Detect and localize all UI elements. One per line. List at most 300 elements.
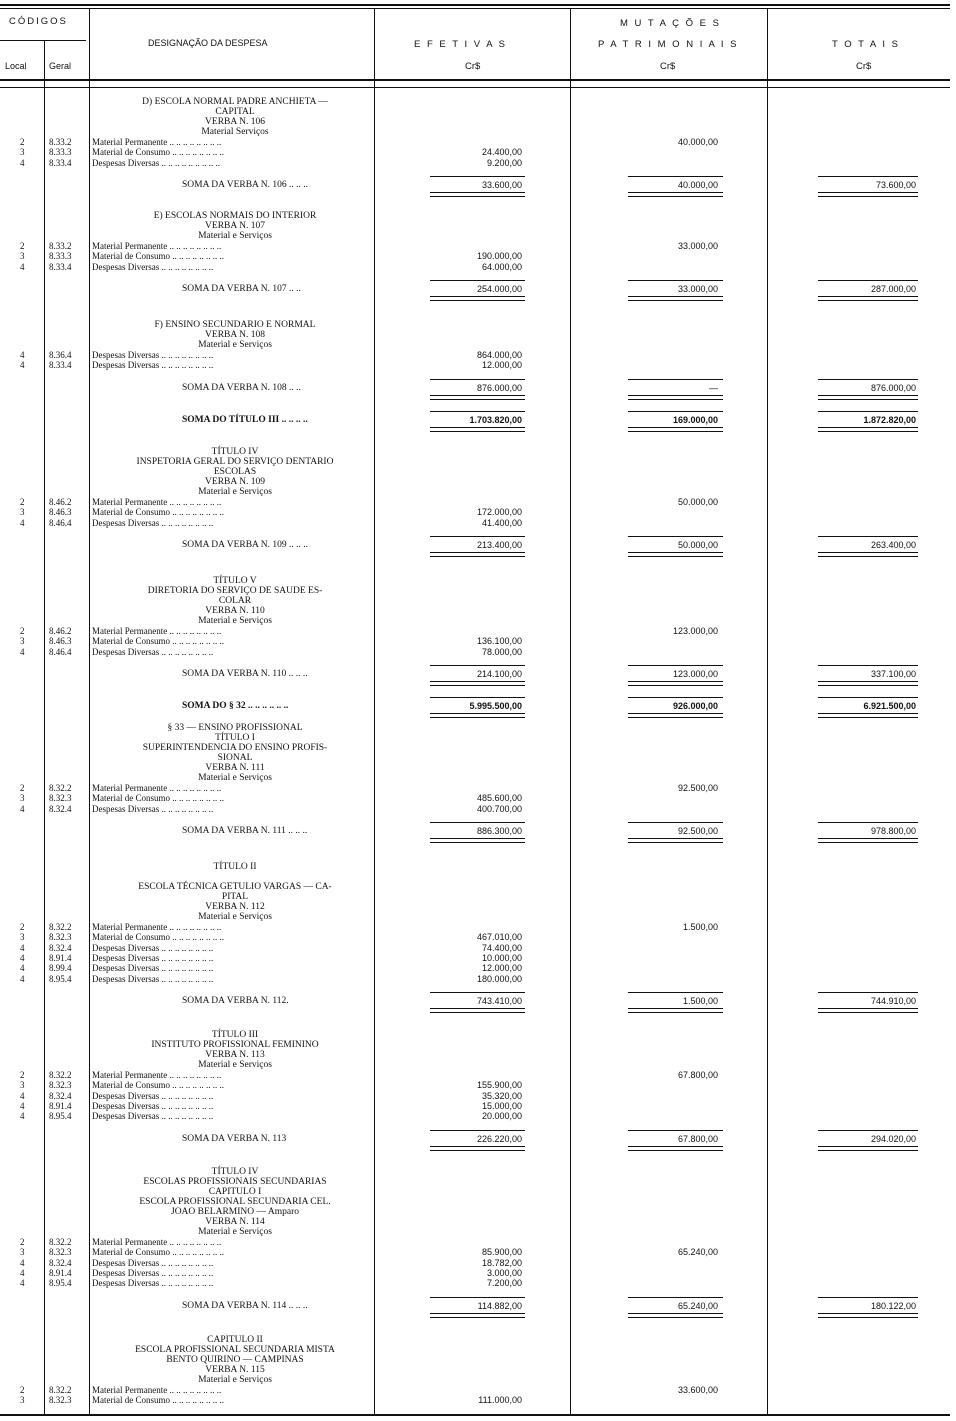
- geral-code: 8.46.3: [49, 636, 72, 647]
- expense-desc: Material de Consumo .. .. .. .. .. .. .. ..: [92, 793, 224, 804]
- section-heading: PITAL: [221, 892, 249, 902]
- efetivas-value: 155.900,00: [476, 1080, 522, 1091]
- soma-rule: [628, 1130, 723, 1131]
- top-rule-thin: [0, 8, 950, 9]
- geral-code: 8.33.4: [49, 261, 72, 272]
- local-code: 4: [20, 360, 25, 371]
- local-code: 3: [20, 793, 25, 804]
- section-heading: VERBA N. 106: [205, 117, 265, 127]
- local-code: 4: [20, 952, 25, 963]
- local-code: 4: [20, 350, 25, 360]
- efetivas-value: 180.000,00: [476, 973, 522, 984]
- geral-col-rule: [89, 8, 90, 1416]
- efetivas-value: 3.000,00: [486, 1267, 522, 1278]
- soma-rule: [628, 296, 723, 297]
- efetivas-value: 467.010,00: [476, 932, 522, 943]
- soma-rule: [430, 842, 525, 843]
- soma-rule: [818, 665, 918, 666]
- section-heading: JOAO BELARMINO — Amparo: [171, 1207, 299, 1217]
- geral-code: 8.33.4: [49, 360, 72, 371]
- expense-desc: Despesas Diversas .. .. .. .. .. .. .. ..: [92, 360, 214, 371]
- soma-rule: [430, 300, 525, 301]
- geral-code: 8.32.4: [49, 942, 72, 953]
- mutacoes-value: 50.000,00: [677, 497, 718, 507]
- soma-rule: [430, 822, 525, 823]
- section-heading: CAPITAL: [215, 107, 255, 117]
- local-code: 2: [20, 241, 25, 251]
- local-code: 2: [20, 922, 25, 932]
- soma-totais: 744.910,00: [870, 995, 916, 1006]
- section-heading: D) ESCOLA NORMAL PADRE ANCHIETA —: [142, 97, 328, 107]
- soma-rule: [818, 717, 918, 718]
- mutacoes-header: M U T A Ç Õ E S: [620, 18, 721, 29]
- soma-rule: [818, 427, 918, 428]
- local-code: 4: [20, 1278, 25, 1289]
- soma-rule: [628, 427, 723, 428]
- soma-rule: [430, 427, 525, 428]
- geral-code: 8.95.4: [49, 1278, 72, 1289]
- soma-label: SOMA DA VERBA N. 112.: [182, 995, 289, 1006]
- local-code: 4: [20, 1090, 25, 1101]
- geral-code: 8.33.4: [49, 157, 72, 168]
- section-heading: E) ESCOLAS NORMAIS DO INTERIOR: [153, 211, 317, 221]
- soma-mutacoes: 40.000,00: [677, 179, 718, 190]
- codigos-header: CÓDIGOS: [9, 16, 68, 27]
- soma-rule: [430, 431, 525, 432]
- expense-desc: Material Permanente .. .. .. .. .. .. .. ..: [92, 1385, 222, 1395]
- soma-rule: [430, 176, 525, 177]
- soma-rule: [628, 431, 723, 432]
- soma-rule: [818, 395, 918, 396]
- efetivas-value: 9.200,00: [486, 157, 522, 168]
- soma-rule: [628, 196, 723, 197]
- soma-rule: [628, 399, 723, 400]
- expense-desc: Material de Consumo .. .. .. .. .. .. .. ..: [92, 1395, 224, 1406]
- mutacoes-value: 65.240,00: [677, 1247, 718, 1258]
- efetivas-value: 864.000,00: [476, 350, 522, 360]
- soma-rule: [430, 552, 525, 553]
- efetivas-value: 190.000,00: [476, 251, 522, 262]
- section-heading: BENTO QUIRINO — CAMPINAS: [166, 1355, 304, 1365]
- soma-rule: [628, 1012, 723, 1013]
- mutacoes-col-rule: [767, 8, 768, 1416]
- soma-rule: [628, 842, 723, 843]
- soma-label: SOMA DA VERBA N. 113: [182, 1133, 287, 1144]
- expense-desc: Despesas Diversas .. .. .. .. .. .. .. ..: [92, 973, 214, 984]
- section-heading: SIONAL: [217, 753, 253, 763]
- soma-rule: [818, 379, 918, 380]
- local-code: 4: [20, 646, 25, 657]
- mutacoes-value: 123.000,00: [672, 626, 718, 636]
- geral-code: 8.46.3: [49, 507, 72, 518]
- soma-rule: [628, 536, 723, 537]
- efetivas-value: 10.000,00: [481, 952, 522, 963]
- expense-desc: Despesas Diversas .. .. .. .. .. .. .. ..: [92, 963, 214, 974]
- soma-rule: [818, 280, 918, 281]
- local-code: 4: [20, 942, 25, 953]
- geral-code: 8.32.4: [49, 1257, 72, 1268]
- local-code: 4: [20, 973, 25, 984]
- soma-label: SOMA DA VERBA N. 114 .. .. ..: [182, 1300, 308, 1311]
- expense-desc: Despesas Diversas .. .. .. .. .. .. .. ..: [92, 1257, 214, 1268]
- soma-rule: [818, 536, 918, 537]
- soma-mutacoes: 169.000,00: [672, 414, 718, 425]
- soma-rule: [430, 992, 525, 993]
- efetivas-value: 74.400,00: [481, 942, 522, 953]
- section-heading: TÍTULO IV: [211, 447, 259, 457]
- section-heading: TÍTULO III: [211, 1030, 259, 1040]
- local-code: 3: [20, 1247, 25, 1258]
- soma-efetivas: 876.000,00: [476, 382, 522, 393]
- geral-code: 8.32.2: [49, 922, 72, 932]
- section-heading: Material Serviços: [201, 127, 269, 137]
- section-heading: CAPITULO I: [208, 1187, 262, 1197]
- efetivas-value: 111.000,00: [478, 1395, 522, 1406]
- local-code: 4: [20, 157, 25, 168]
- mutacoes-value: 67.800,00: [677, 1070, 718, 1080]
- geral-code: 8.32.2: [49, 1237, 72, 1247]
- geral-code: 8.91.4: [49, 1100, 72, 1111]
- section-heading: VERBA N. 109: [205, 477, 265, 487]
- efetivas-value: 18.782,00: [481, 1257, 522, 1268]
- efetivas-value: 85.900,00: [481, 1247, 522, 1258]
- codigos-divider: [0, 40, 86, 41]
- soma-mutacoes: 65.240,00: [677, 1300, 718, 1311]
- expense-desc: Despesas Diversas .. .. .. .. .. .. .. ..: [92, 261, 214, 272]
- section-heading: VERBA N. 110: [205, 606, 265, 616]
- soma-rule: [818, 1012, 918, 1013]
- geral-code: 8.32.2: [49, 1070, 72, 1080]
- expense-desc: Despesas Diversas .. .. .. .. .. .. .. ..: [92, 1278, 214, 1289]
- soma-rule: [628, 1313, 723, 1314]
- soma-rule: [628, 552, 723, 553]
- geral-code: 8.95.4: [49, 1111, 72, 1122]
- soma-rule: [818, 196, 918, 197]
- expense-desc: Material de Consumo .. .. .. .. .. .. .. ..: [92, 147, 224, 158]
- geral-code: 8.91.4: [49, 952, 72, 963]
- section-heading: Material e Serviços: [198, 1227, 272, 1237]
- soma-rule: [628, 697, 723, 698]
- section-heading: Material e Serviços: [198, 1060, 272, 1070]
- soma-rule: [628, 713, 723, 714]
- geral-header: Geral: [49, 61, 72, 71]
- geral-code: 8.32.3: [49, 793, 72, 804]
- soma-mutacoes: 926.000,00: [672, 700, 718, 711]
- local-code: 4: [20, 261, 25, 272]
- soma-label: SOMA DO § 32 .. .. .. .. .. ..: [182, 700, 289, 711]
- soma-rule: [628, 838, 723, 839]
- section-heading: Material e Serviços: [198, 340, 272, 350]
- geral-code: 8.33.3: [49, 147, 72, 158]
- local-code: 3: [20, 1080, 25, 1091]
- local-code: 2: [20, 626, 25, 636]
- designacao-col-rule: [374, 8, 375, 1416]
- section-heading: ESCOLA PROFISSIONAL SECUNDARIA MISTA: [135, 1345, 335, 1355]
- soma-label: SOMA DA VERBA N. 106 .. .. ..: [182, 179, 308, 190]
- soma-totais: 73.600,00: [875, 179, 916, 190]
- soma-efetivas: 33.600,00: [481, 179, 522, 190]
- soma-rule: [818, 192, 918, 193]
- soma-rule: [430, 665, 525, 666]
- expense-desc: Despesas Diversas .. .. .. .. .. .. .. ..: [92, 1090, 214, 1101]
- soma-rule: [818, 1317, 918, 1318]
- soma-rule: [628, 992, 723, 993]
- soma-label: SOMA DA VERBA N. 107 .. ..: [182, 283, 301, 294]
- soma-rule: [818, 1130, 918, 1131]
- section-heading: ESCOLA PROFISSIONAL SECUNDARIA CEL.: [139, 1197, 331, 1207]
- local-code: 3: [20, 507, 25, 518]
- geral-code: 8.32.2: [49, 1385, 72, 1395]
- soma-rule: [818, 681, 918, 682]
- local-col-rule: [44, 40, 45, 1416]
- soma-label: SOMA DO TÍTULO III .. .. .. ..: [182, 414, 308, 425]
- soma-rule: [628, 717, 723, 718]
- soma-rule: [818, 411, 918, 412]
- soma-rule: [430, 196, 525, 197]
- soma-rule: [430, 1150, 525, 1151]
- soma-rule: [430, 192, 525, 193]
- section-heading: TÍTULO V: [213, 576, 257, 586]
- soma-rule: [818, 556, 918, 557]
- soma-rule: [430, 296, 525, 297]
- soma-mutacoes: 50.000,00: [677, 539, 718, 550]
- expense-desc: Material de Consumo .. .. .. .. .. .. .. ..: [92, 507, 224, 518]
- expense-desc: Material de Consumo .. .. .. .. .. .. .. ..: [92, 636, 224, 647]
- soma-mutacoes: 33.000,00: [677, 283, 718, 294]
- section-heading: § 33 — ENSINO PROFISSIONAL: [167, 723, 303, 733]
- soma-rule: [430, 379, 525, 380]
- soma-rule: [430, 685, 525, 686]
- section-heading: COLAR: [218, 596, 252, 606]
- geral-code: 8.46.4: [49, 517, 72, 528]
- local-header: Local: [5, 61, 27, 71]
- soma-rule: [628, 1317, 723, 1318]
- section-heading: Material e Serviços: [198, 231, 272, 241]
- designacao-header: DESIGNAÇÃO DA DESPESA: [148, 38, 268, 48]
- local-code: 3: [20, 251, 25, 262]
- geral-code: 8.99.4: [49, 963, 72, 974]
- soma-label: SOMA DA VERBA N. 110 .. .. ..: [182, 668, 308, 679]
- soma-mutacoes: 123.000,00: [672, 668, 718, 679]
- totais-unit: Cr$: [856, 61, 872, 72]
- section-heading: TÍTULO I: [215, 733, 255, 743]
- mutacoes-value: 92.500,00: [677, 783, 718, 793]
- soma-rule: [628, 300, 723, 301]
- soma-totais: 294.020,00: [870, 1133, 916, 1144]
- section-heading: Material e Serviços: [198, 616, 272, 626]
- soma-rule: [430, 1012, 525, 1013]
- soma-rule: [430, 713, 525, 714]
- efetivas-value: 12.000,00: [481, 963, 522, 974]
- local-code: 4: [20, 1111, 25, 1122]
- soma-rule: [628, 685, 723, 686]
- local-code: 2: [20, 1237, 25, 1247]
- expense-desc: Material Permanente .. .. .. .. .. .. .. ..: [92, 783, 222, 793]
- geral-code: 8.33.2: [49, 241, 72, 251]
- soma-rule: [818, 1008, 918, 1009]
- local-code: 3: [20, 147, 25, 158]
- soma-efetivas: 226.220,00: [476, 1133, 522, 1144]
- section-heading: Material e Serviços: [198, 912, 272, 922]
- header-bottom-rule-thin: [0, 87, 950, 88]
- soma-rule: [430, 536, 525, 537]
- local-code: 2: [20, 1385, 25, 1395]
- mutacoes-value: 33.600,00: [677, 1385, 718, 1395]
- efetivas-value: 24.400,00: [481, 147, 522, 158]
- soma-rule: [818, 431, 918, 432]
- section-heading: Material e Serviços: [198, 773, 272, 783]
- soma-efetivas: 743.410,00: [476, 995, 522, 1006]
- local-code: 4: [20, 1257, 25, 1268]
- patrimoniais-header: P A T R I M O N I A I S: [598, 39, 739, 50]
- local-code: 4: [20, 1267, 25, 1278]
- soma-rule: [430, 697, 525, 698]
- geral-code: 8.46.2: [49, 497, 72, 507]
- soma-rule: [628, 665, 723, 666]
- geral-code: 8.32.4: [49, 1090, 72, 1101]
- expense-desc: Despesas Diversas .. .. .. .. .. .. .. ..: [92, 803, 214, 814]
- efetivas-value: 12.000,00: [481, 360, 522, 371]
- soma-label: SOMA DA VERBA N. 108 .. ..: [182, 382, 301, 393]
- section-heading: Material e Serviços: [198, 1375, 272, 1385]
- soma-rule: [430, 1317, 525, 1318]
- soma-rule: [628, 395, 723, 396]
- expense-desc: Material Permanente .. .. .. .. .. .. .. ..: [92, 137, 222, 147]
- efetivas-value: 136.100,00: [476, 636, 522, 647]
- efetivas-value: 172.000,00: [476, 507, 522, 518]
- expense-desc: Despesas Diversas .. .. .. .. .. .. .. ..: [92, 517, 214, 528]
- section-heading: TÍTULO II: [213, 862, 257, 872]
- soma-rule: [818, 992, 918, 993]
- soma-rule: [818, 842, 918, 843]
- efetivas-unit: Cr$: [465, 61, 481, 72]
- geral-code: 8.46.4: [49, 646, 72, 657]
- soma-rule: [628, 280, 723, 281]
- soma-rule: [818, 552, 918, 553]
- soma-rule: [628, 1146, 723, 1147]
- header-bottom-rule: [0, 79, 950, 81]
- soma-efetivas: 214.100,00: [476, 668, 522, 679]
- soma-rule: [818, 697, 918, 698]
- efetivas-header: E F E T I V A S: [414, 39, 508, 50]
- section-heading: TÍTULO IV: [211, 1167, 259, 1177]
- expense-desc: Material de Consumo .. .. .. .. .. .. .. ..: [92, 932, 224, 943]
- soma-rule: [628, 1008, 723, 1009]
- soma-rule: [818, 822, 918, 823]
- soma-rule: [818, 176, 918, 177]
- totais-header: T O T A I S: [832, 39, 900, 50]
- soma-rule: [430, 280, 525, 281]
- soma-rule: [430, 1297, 525, 1298]
- efetivas-value: 15.000,00: [481, 1100, 522, 1111]
- soma-rule: [430, 1130, 525, 1131]
- local-code: 2: [20, 1070, 25, 1080]
- section-heading: INSPETORIA GERAL DO SERVIÇO DENTARIO: [136, 457, 334, 467]
- efetivas-value: 41.400,00: [481, 517, 522, 528]
- section-heading: Material e Serviços: [198, 487, 272, 497]
- section-heading: VERBA N. 107: [205, 221, 265, 231]
- local-code: 4: [20, 517, 25, 528]
- soma-mutacoes: 67.800,00: [677, 1133, 718, 1144]
- soma-totais: 180.122,00: [870, 1300, 916, 1311]
- expense-desc: Despesas Diversas .. .. .. .. .. .. .. ..: [92, 942, 214, 953]
- soma-label: SOMA DA VERBA N. 109 .. .. ..: [182, 539, 308, 550]
- soma-rule: [430, 411, 525, 412]
- soma-rule: [430, 1146, 525, 1147]
- soma-rule: [818, 838, 918, 839]
- section-heading: VERBA N. 112: [205, 902, 265, 912]
- local-code: 2: [20, 137, 25, 147]
- mutacoes-unit: Cr$: [660, 61, 676, 72]
- section-heading: ESCOLAS PROFISSIONAIS SECUNDARIAS: [143, 1177, 327, 1187]
- section-heading: ESCOLAS: [213, 467, 257, 477]
- soma-rule: [430, 395, 525, 396]
- soma-rule: [818, 399, 918, 400]
- soma-rule: [430, 838, 525, 839]
- geral-code: 8.32.3: [49, 1080, 72, 1091]
- expense-desc: Material Permanente .. .. .. .. .. .. .. ..: [92, 922, 222, 932]
- expense-desc: Material Permanente .. .. .. .. .. .. .. ..: [92, 241, 222, 251]
- soma-efetivas: 114.882,00: [477, 1300, 522, 1311]
- efetivas-value: 78.000,00: [481, 646, 522, 657]
- expense-desc: Despesas Diversas .. .. .. .. .. .. .. ..: [92, 1100, 214, 1111]
- expense-desc: Material Permanente .. .. .. .. .. .. .. ..: [92, 1070, 222, 1080]
- soma-totais: 287.000,00: [870, 283, 916, 294]
- soma-rule: [430, 1008, 525, 1009]
- soma-efetivas: 1.703.820,00: [469, 414, 522, 425]
- geral-code: 8.32.3: [49, 1247, 72, 1258]
- efetivas-value: 35.320,00: [481, 1090, 522, 1101]
- efetivas-value: 400.700,00: [476, 803, 522, 814]
- mutacoes-value: 33.000,00: [677, 241, 718, 251]
- section-heading: DIRETORIA DO SERVIÇO DE SAUDE ES-: [147, 586, 323, 596]
- expense-desc: Despesas Diversas .. .. .. .. .. .. .. ..: [92, 1267, 214, 1278]
- soma-totais: 263.400,00: [870, 539, 916, 550]
- local-code: 2: [20, 783, 25, 793]
- geral-code: 8.32.3: [49, 932, 72, 943]
- geral-code: 8.95.4: [49, 973, 72, 984]
- soma-rule: [430, 399, 525, 400]
- local-code: 3: [20, 1395, 25, 1406]
- soma-rule: [628, 192, 723, 193]
- local-code: 4: [20, 1100, 25, 1111]
- geral-code: 8.46.2: [49, 626, 72, 636]
- section-heading: CAPITULO II: [207, 1335, 263, 1345]
- soma-rule: [628, 176, 723, 177]
- soma-rule: [628, 1150, 723, 1151]
- expense-desc: Material Permanente .. .. .. .. .. .. .. ..: [92, 1237, 222, 1247]
- section-heading: VERBA N. 115: [205, 1365, 265, 1375]
- expense-desc: Despesas Diversas .. .. .. .. .. .. .. ..: [92, 646, 214, 657]
- soma-mutacoes: 1.500,00: [682, 995, 718, 1006]
- local-code: 3: [20, 636, 25, 647]
- section-heading: SUPERINTENDENCIA DO ENSINO PROFIS-: [142, 743, 328, 753]
- local-code: 2: [20, 497, 25, 507]
- mutacoes-value: 40.000,00: [677, 137, 718, 147]
- geral-code: 8.32.3: [49, 1395, 72, 1406]
- geral-code: 8.32.4: [49, 803, 72, 814]
- soma-rule: [818, 1146, 918, 1147]
- soma-efetivas: 254.000,00: [476, 283, 522, 294]
- geral-code: 8.36.4: [49, 350, 72, 360]
- soma-efetivas: 213.400,00: [476, 539, 522, 550]
- soma-mutacoes: 92.500,00: [677, 825, 718, 836]
- expense-desc: Despesas Diversas .. .. .. .. .. .. .. .. ..: [92, 157, 220, 168]
- soma-rule: [430, 1313, 525, 1314]
- geral-code: 8.33.2: [49, 137, 72, 147]
- expense-desc: Material Permanente .. .. .. .. .. .. .. ..: [92, 626, 222, 636]
- soma-totais: 6.921.500,00: [863, 700, 916, 711]
